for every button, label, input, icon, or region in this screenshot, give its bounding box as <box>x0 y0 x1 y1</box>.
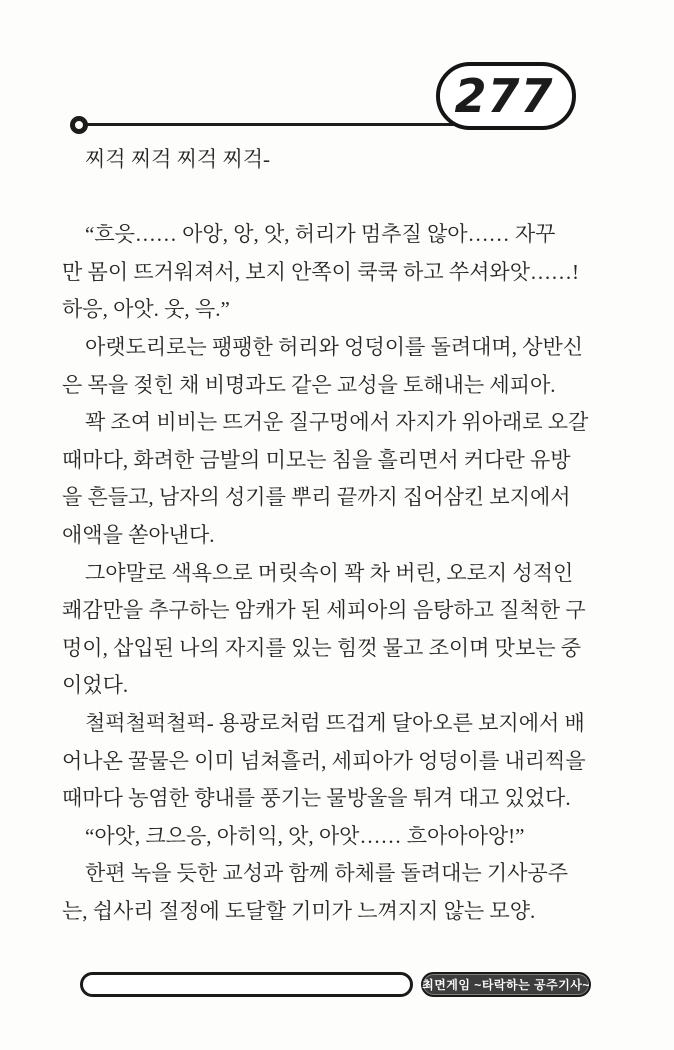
text-line: 꽉 조여 비비는 뜨거운 질구멍에서 자지가 위아래로 오갈 <box>85 410 589 435</box>
page-body-text <box>62 141 614 930</box>
text-line: 한편 녹을 듯한 교성과 함께 하체를 돌려대는 기사공주 <box>85 861 569 886</box>
text-line: 찌걱 찌걱 찌걱 찌걱- <box>85 147 271 171</box>
header-rule <box>86 123 500 126</box>
text-line: 는, 쉽사리 절정에 도달할 기미가 느껴지지 않는 모양. <box>62 898 536 923</box>
text-line: 을 흔들고, 남자의 성기를 뿌리 끝까지 집어삼킨 보지에서 <box>62 485 571 510</box>
series-title: 최면게임 ~타락하는 공주기사~ <box>422 978 590 992</box>
page-number-badge <box>436 62 576 130</box>
text-line: 때마다, 화려한 금발의 미모는 침을 흘리면서 커다란 유방 <box>62 447 571 472</box>
text-line: “흐읏…… 아앙, 앙, 앗, 허리가 멈추질 않아…… 자꾸 <box>85 222 556 247</box>
text-line <box>62 179 614 217</box>
text-line: 아랫도리로는 팽팽한 허리와 엉덩이를 돌려대며, 상반신 <box>85 334 584 359</box>
text-line: 이었다. <box>62 673 129 698</box>
text-line: 만 몸이 뜨거워져서, 보지 안쪽이 쿡쿡 하고 쑤셔와앗……! <box>62 259 579 284</box>
text-line: 때마다 농염한 향내를 풍기는 물방울을 튀겨 대고 있었다. <box>62 786 571 811</box>
footer-ornament-pill <box>80 972 413 997</box>
text-line: 은 목을 젖힌 채 비명과도 같은 교성을 토해내는 세피아. <box>62 372 556 397</box>
text-line: 어나온 꿀물은 이미 넘쳐흘러, 세피아가 엉덩이를 내리찍을 <box>62 748 586 773</box>
text-line: 하응, 아앗. 웃, 윽.” <box>62 297 230 322</box>
text-line: 애액을 쏟아낸다. <box>62 522 215 547</box>
page-number: 277 <box>454 69 554 123</box>
text-line: 쾌감만을 추구하는 암캐가 된 세피아의 음탕하고 질척한 구 <box>62 598 586 623</box>
text-line: 그야말로 색욕으로 머릿속이 꽉 차 버린, 오로지 성적인 <box>85 560 574 585</box>
text-line: 철퍽철퍽철퍽- 용광로처럼 뜨겁게 달아오른 보지에서 배 <box>85 710 585 735</box>
text-line: 멍이, 삽입된 나의 자지를 있는 힘껏 물고 조이며 맛보는 중 <box>62 635 582 660</box>
text-line: “아앗, 크으응, 아히익, 앗, 아앗…… 흐아아아앙!” <box>85 823 525 848</box>
series-title-badge <box>421 972 591 997</box>
